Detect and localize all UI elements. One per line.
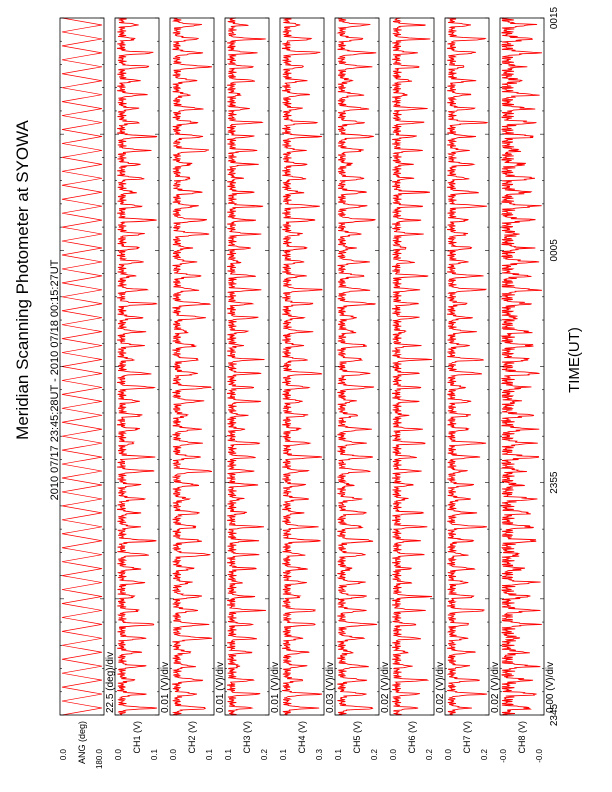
value-tick-label: 0.2 bbox=[370, 749, 379, 761]
series-ch5 bbox=[337, 18, 377, 715]
panel-ch3 bbox=[224, 18, 281, 760]
series-ch7 bbox=[447, 18, 487, 715]
panel-ang bbox=[59, 18, 116, 769]
panel-label: CH6 (V) bbox=[407, 721, 417, 754]
series-ch2 bbox=[172, 18, 212, 715]
value-tick-label: -0.0 bbox=[535, 749, 544, 763]
value-tick-label: 0.1 bbox=[279, 749, 288, 761]
value-tick-label: 0.1 bbox=[224, 749, 233, 761]
time-range: 2010 07/17 23:45:28UT - 2010 07/18 00:15:27UT bbox=[49, 259, 61, 501]
panel-scale: 0.01 (V)/div bbox=[160, 661, 171, 713]
x-tick-label: 2345 bbox=[549, 703, 560, 727]
series-ch8 bbox=[502, 18, 542, 715]
series-ch4 bbox=[282, 18, 322, 715]
panel-scale: 0.02 (V)/div bbox=[490, 661, 501, 713]
panel-ch6 bbox=[389, 18, 446, 760]
x-tick-label: 2355 bbox=[549, 471, 560, 494]
series-ch1 bbox=[117, 18, 157, 715]
panel-scale: 22.5 (deg)/div bbox=[105, 651, 116, 713]
panel-ch5 bbox=[334, 18, 391, 760]
x-tick-label: 0015 bbox=[549, 6, 560, 30]
series-ch3 bbox=[227, 18, 266, 715]
value-tick-label: 0.0 bbox=[169, 749, 178, 761]
panel-label: CH2 (V) bbox=[187, 721, 197, 754]
panel-frame bbox=[60, 18, 104, 715]
value-tick-label: 0.1 bbox=[205, 749, 214, 761]
value-tick-label: 0.1 bbox=[334, 749, 343, 761]
panel-frame bbox=[390, 18, 434, 715]
value-tick-label: 0.1 bbox=[150, 749, 159, 761]
value-tick-label: 0.2 bbox=[480, 749, 489, 761]
panel-ch4 bbox=[279, 18, 336, 760]
panel-ch7 bbox=[444, 18, 501, 760]
value-tick-label: 0.0 bbox=[59, 749, 68, 761]
panel-scale: 0.02 (V)/div bbox=[435, 661, 446, 713]
value-tick-label: 0.2 bbox=[425, 749, 434, 761]
panel-ch1 bbox=[114, 18, 171, 760]
panel-ch2 bbox=[169, 18, 226, 760]
panel-ch8 bbox=[499, 18, 556, 763]
series-ang bbox=[62, 18, 102, 715]
value-tick-label: 0.0 bbox=[444, 749, 453, 761]
value-tick-label: 0.2 bbox=[260, 749, 269, 761]
panel-scale: 0.03 (V)/div bbox=[325, 661, 336, 713]
value-tick-label: -0.0 bbox=[499, 749, 508, 763]
panel-label: CH1 (V) bbox=[132, 721, 142, 754]
panel-scale: 0.02 (V)/div bbox=[380, 661, 391, 713]
value-tick-label: 0.0 bbox=[389, 749, 398, 761]
panel-label: CH8 (V) bbox=[517, 721, 527, 754]
panel-scale: 0.00 (V)/div bbox=[545, 661, 556, 713]
panel-label: CH5 (V) bbox=[352, 721, 362, 754]
chart-title: Meridian Scanning Photometer at SYOWA bbox=[13, 120, 32, 440]
value-tick-label: 0.3 bbox=[315, 749, 324, 761]
panel-scale: 0.01 (V)/div bbox=[215, 661, 226, 713]
panel-label: CH4 (V) bbox=[297, 721, 307, 754]
panel-label: CH3 (V) bbox=[242, 721, 252, 754]
x-axis-label: TIME(UT) bbox=[566, 327, 583, 393]
panel-label: CH7 (V) bbox=[462, 721, 472, 754]
panel-label: ANG (deg) bbox=[77, 721, 87, 765]
value-tick-label: 180.0 bbox=[95, 749, 104, 770]
x-tick-label: 0005 bbox=[549, 239, 560, 262]
value-tick-label: 0.0 bbox=[114, 749, 123, 761]
panel-scale: 0.01 (V)/div bbox=[270, 661, 281, 713]
series-ch6 bbox=[392, 18, 432, 715]
